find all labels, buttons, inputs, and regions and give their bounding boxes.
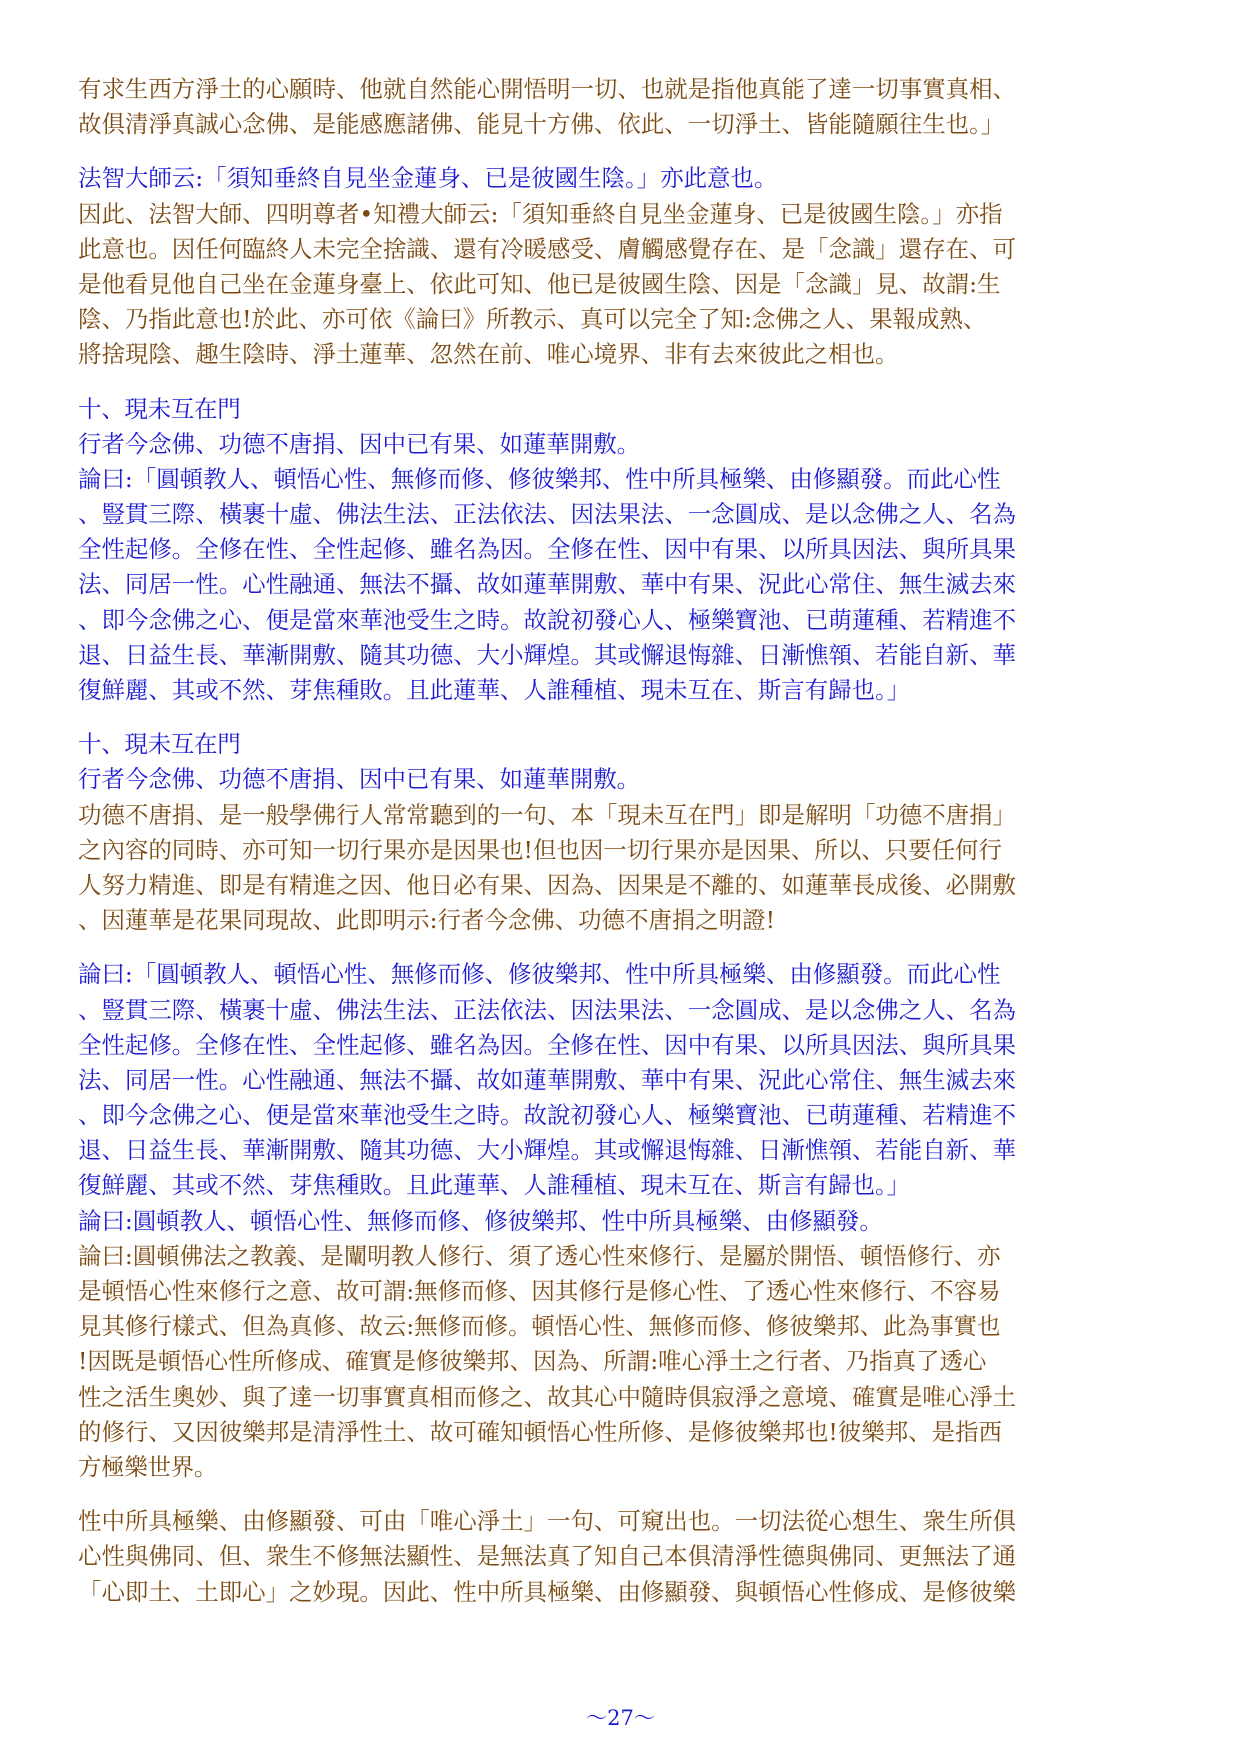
text-line: 、因蓮華是花果同現故、此即明示:行者今念佛、功德不唐捐之明證! <box>78 906 776 935</box>
paragraph-9 <box>78 1504 1168 1610</box>
text-line: 論曰:「圓頓教人、頓悟心性、無修而修、修彼樂邦、性中所具極樂、由修顯發。而此心性 <box>78 960 1001 989</box>
text-line: 性之活生奧妙、與了達一切事實真相而修之、故其心中隨時俱寂淨之意境、確實是唯心淨土 <box>78 1382 1016 1411</box>
text-line: 因此、法智大師、四明尊者•知禮大師云:「須知垂終自見坐金蓮身、已是彼國生陰。」亦指 <box>78 199 1003 228</box>
text-line: 陰、乃指此意也!於此、亦可依《論曰》所教示、真可以完全了知:念佛之人、果報成熟、 <box>78 305 987 334</box>
text-line: 有求生西方淨土的心願時、他就自然能心開悟明一切、也就是指他真能了達一切事實真相、 <box>78 75 1016 103</box>
text-line: 將捨現陰、趣生陰時、淨土蓮華、忽然在前、唯心境界、非有去來彼此之相也。 <box>78 340 899 369</box>
text-line: 、豎貫三際、橫裹十虛、佛法生法、正法依法、因法果法、一念圓成、是以念佛之人、名為 <box>78 995 1016 1024</box>
text-line: 復鮮麗、其或不然、芽焦種敗。且此蓮華、人誰種植、現未互在、斯言有歸也。」 <box>78 1171 911 1200</box>
text-line: 「心即土、土即心」之妙現。因此、性中所具極樂、由修顯發、與頓悟心性修成、是修彼樂 <box>78 1577 1016 1606</box>
text-line: 之內容的同時、亦可知一切行果亦是因果也!但也因一切行果亦是因果、所以、只要任何行 <box>78 835 1002 864</box>
text-line: 法智大師云:「須知垂終自見坐金蓮身、已是彼國生陰。」亦此意也。 <box>78 164 778 193</box>
text-line: 人努力精進、即是有精進之因、他日必有果、因為、因果是不離的、如蓮華長成後、必開敷 <box>78 870 1016 899</box>
text-line: 法、同居一性。心性融通、無法不攝、故如蓮華開敷、華中有果、況此心常住、無生滅去來 <box>78 570 1016 599</box>
text-line: 論曰:「圓頓教人、頓悟心性、無修而修、修彼樂邦、性中所具極樂、由修顯發。而此心性 <box>78 464 1001 493</box>
section-heading: 十、現未互在門 <box>78 394 241 423</box>
paragraph-7 <box>78 957 1168 1239</box>
text-line: 、即今念佛之心、便是當來華池受生之時。故說初發心人、極樂寶池、已萌蓮種、若精進不 <box>78 605 1016 634</box>
paragraph-8 <box>78 1239 1168 1485</box>
text-line: 見其修行樣式、但為真修、故云:無修而修。頓悟心性、無修而修、修彼樂邦、此為事實也 <box>78 1312 1001 1341</box>
text-line: 功德不唐捐、是一般學佛行人常常聽到的一句、本「現未互在門」即是解明「功德不唐捐」 <box>78 800 1016 829</box>
text-line: 故俱清淨真誠心念佛、是能感應諸佛、能見十方佛、依此、一切淨土、皆能隨願往生也。」 <box>78 110 1005 139</box>
text-line: 的修行、又因彼樂邦是清淨性土、故可確知頓悟心性所修、是修彼樂邦也!彼樂邦、是指西 <box>78 1417 1002 1446</box>
text-line: 是他看見他自己坐在金蓮身臺上、依此可知、他已是彼國生陰、因是「念識」見、故謂:生 <box>78 269 1001 298</box>
text-line: !因既是頓悟心性所修成、確實是修彼樂邦、因為、所謂:唯心淨土之行者、乃指真了透心 <box>78 1347 987 1376</box>
paragraph-1 <box>78 72 1168 142</box>
paragraph-5 <box>78 727 1168 797</box>
text-line: 全性起修。全修在性、全性起修、雖名為因。全修在性、因中有果、以所具因法、與所具果 <box>78 1030 1016 1059</box>
text-line: 論曰:圓頓佛法之教義、是闡明教人修行、須了透心性來修行、是屬於開悟、頓悟修行、亦 <box>78 1241 1001 1270</box>
paragraph-6 <box>78 798 1168 939</box>
text-line: 全性起修。全修在性、全性起修、雖名為因。全修在性、因中有果、以所具因法、與所具果 <box>78 535 1016 564</box>
text-line: 復鮮麗、其或不然、芽焦種敗。且此蓮華、人誰種植、現未互在、斯言有歸也。」 <box>78 676 911 704</box>
document-body <box>78 72 1168 1610</box>
paragraph-4 <box>78 392 1168 709</box>
text-line: 、豎貫三際、橫裹十虛、佛法生法、正法依法、因法果法、一念圓成、是以念佛之人、名為 <box>78 500 1016 529</box>
paragraph-3 <box>78 197 1168 373</box>
text-line: 此意也。因任何臨終人未完全捨識、還有冷暖感受、膚觸感覺存在、是「念識」還存在、可 <box>78 234 1016 263</box>
text-line: 是頓悟心性來修行之意、故可謂:無修而修、因其修行是修心性、了透心性來修行、不容易 <box>78 1277 1001 1305</box>
text-line: 方極樂世界。 <box>78 1452 218 1481</box>
text-line: 、即今念佛之心、便是當來華池受生之時。故說初發心人、極樂寶池、已萌蓮種、若精進不 <box>78 1101 1016 1130</box>
page-number: ～27～ <box>586 1706 655 1730</box>
text-line: 性中所具極樂、由修顯發、可由「唯心淨土」一句、可窺出也。一切法從心想生、衆生所俱 <box>78 1507 1016 1536</box>
text-line: 心性與佛同、但、衆生不修無法顯性、是無法真了知自己本俱清淨性德與佛同、更無法了通 <box>78 1542 1016 1571</box>
paragraph-2 <box>78 161 1168 196</box>
text-line: 論曰:圓頓教人、頓悟心性、無修而修、修彼樂邦、性中所具極樂、由修顯發。 <box>78 1206 883 1235</box>
section-heading: 十、現未互在門 <box>78 730 241 759</box>
text-line: 法、同居一性。心性融通、無法不攝、故如蓮華開敷、華中有果、況此心常住、無生滅去來 <box>78 1065 1016 1094</box>
text-line: 退、日益生長、華漸開敷、隨其功德、大小輝煌。其或懈退悔雜、日漸憔顇、若能自新、華 <box>78 1136 1016 1165</box>
text-line: 行者今念佛、功德不唐捐、因中已有果、如蓮華開敷。 <box>78 765 641 794</box>
text-line: 行者今念佛、功德不唐捐、因中已有果、如蓮華開敷。 <box>78 429 641 458</box>
text-line: 退、日益生長、華漸開敷、隨其功德、大小輝煌。其或懈退悔雜、日漸憔顇、若能自新、華 <box>78 640 1016 669</box>
